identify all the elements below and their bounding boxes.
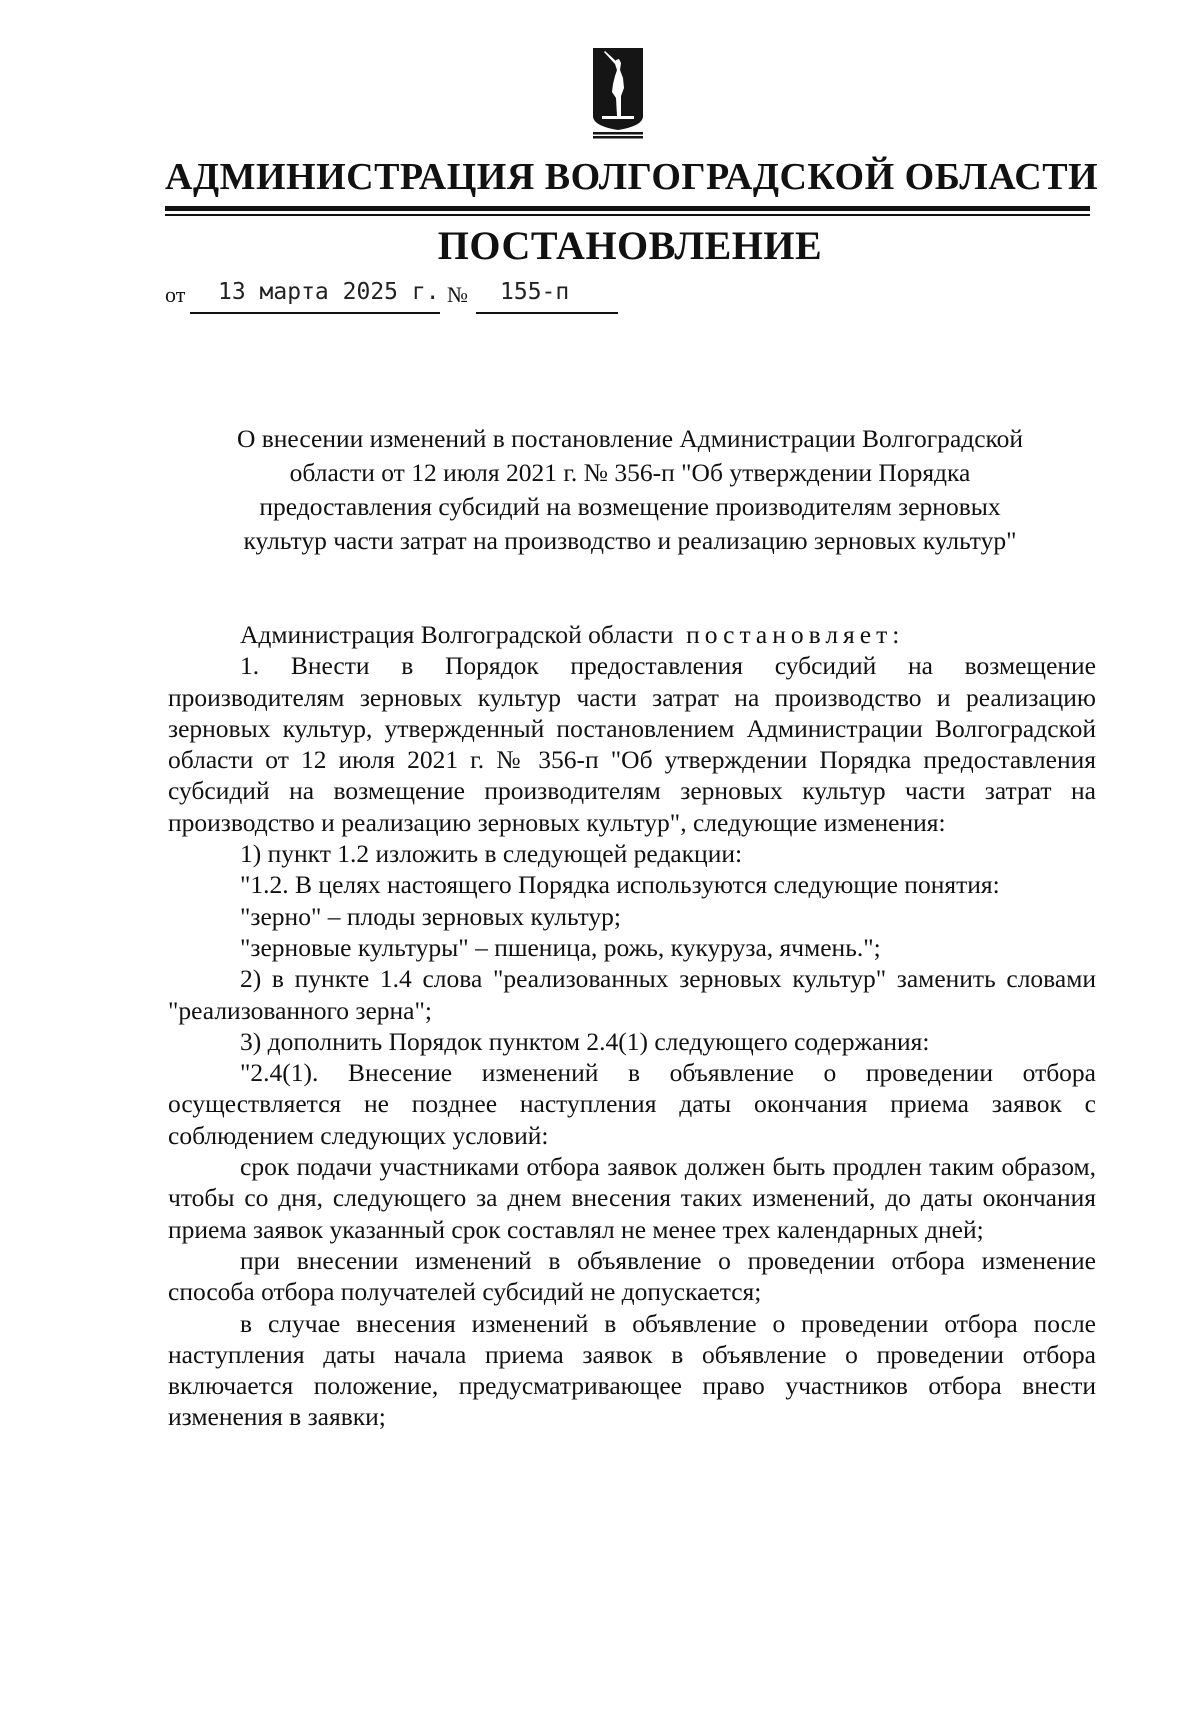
document-subject xyxy=(165,422,1095,558)
header-rule-thick xyxy=(165,206,1090,211)
body-paragraph: в случае внесения изменений в объявление о проведении отбора после наступления даты начала приема заявок в объявление о проведении отбора включается положение, предусматривающее право участников отбора внести изменения в заявки; xyxy=(168,1308,1096,1432)
body-paragraph: "зерновые культуры" – пшеница, рожь, кукуруза, ячмень."; xyxy=(240,932,881,962)
resolution-intro xyxy=(168,619,1096,650)
document-type: ПОСТАНОВЛЕНИЕ xyxy=(437,223,823,268)
document-date: 13 марта 2025 г. xyxy=(218,279,440,305)
volgograd-emblem-icon xyxy=(590,46,646,142)
intro-prefix: Администрация Волгоградской области xyxy=(240,620,674,649)
body-paragraph: 1. Внести в Порядок предоставления субсидий на возмещение производителям зерновых культур части затрат на производство и реализацию зерновых культур, утвержденный постановлением Администрации Волгоградской области от 12 июля 2021 г. № 356-п "Об утверждении Порядка предоставления субсидий на возмещение производителям зерновых культур части затрат на производство и реализацию зерновых культур", следующие изменения: xyxy=(168,651,1096,837)
body-paragraph: 2) в пункте 1.4 слова "реализованных зерновых культур" заменить словами "реализованного зерна"; xyxy=(168,964,1096,1025)
subject-line: культур части затрат на производство и реализацию зерновых культур" xyxy=(243,526,1017,555)
subject-line: области от 12 июля 2021 г. № 356-п "Об утверждении Порядка xyxy=(289,458,971,487)
number-prefix: № xyxy=(447,282,468,307)
body-paragraph: "1.2. В целях настоящего Порядка используются следующие понятия: xyxy=(240,870,1000,900)
date-underline xyxy=(190,312,440,314)
subject-line: предоставления субсидий на возмещение производителям зерновых xyxy=(259,492,1001,521)
intro-verb: постановляет: xyxy=(686,620,905,649)
body-paragraph: "зерно" – плоды зерновых культур; xyxy=(240,901,621,931)
body-paragraph: срок подачи участниками отбора заявок должен быть продлен таким образом, чтобы со дня, следующего за днем внесения таких изменений, до даты окончания приема заявок указанный срок составлял не менее трех календарных дней; xyxy=(168,1152,1096,1244)
document-number: 155-п xyxy=(500,279,570,305)
header-rule-thin xyxy=(165,214,1090,216)
body-paragraph: "2.4(1). Внесение изменений в объявление о проведении отбора осуществляется не позднее наступления даты окончания приема заявок с соблюдением следующих условий: xyxy=(168,1058,1096,1150)
body-paragraph: 3) дополнить Порядок пунктом 2.4(1) следующего содержания: xyxy=(240,1026,930,1056)
organization-title: АДМИНИСТРАЦИЯ ВОЛГОГРАДСКОЙ ОБЛАСТИ xyxy=(165,156,1099,198)
subject-line: О внесении изменений в постановление Администрации Волгоградской xyxy=(236,424,1024,453)
body-paragraph: при внесении изменений в объявление о проведении отбора изменение способа отбора получателей субсидий не допускается; xyxy=(168,1245,1096,1307)
body-paragraph: 1) пункт 1.2 изложить в следующей редакции: xyxy=(240,839,743,869)
date-prefix: от xyxy=(165,282,186,307)
document-body xyxy=(168,619,1096,1433)
number-underline xyxy=(476,312,618,314)
